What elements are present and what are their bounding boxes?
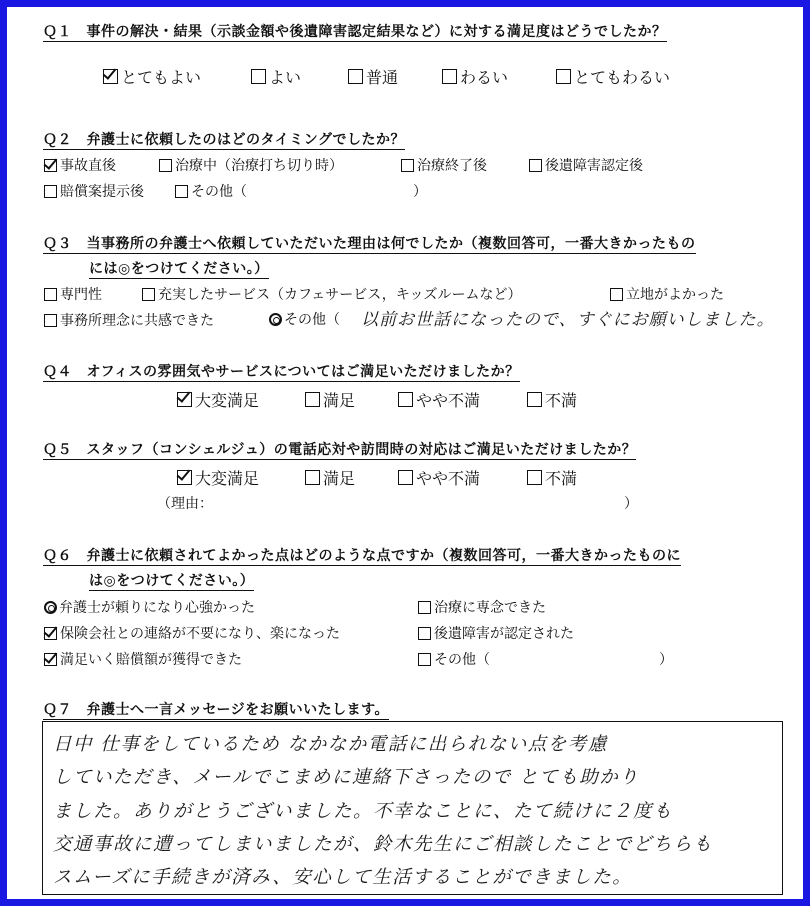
q4-option-unsatisfied[interactable]: 不満 xyxy=(527,388,577,411)
q1-option-bad[interactable]: わるい xyxy=(442,65,508,88)
q2-option-after-certification[interactable]: 後遺障害認定後 xyxy=(529,155,643,175)
q6-option-certified[interactable]: 後遺障害が認定された xyxy=(418,623,574,643)
checkbox-icon[interactable] xyxy=(44,314,57,327)
q3-option-other[interactable]: その他（ xyxy=(269,309,340,329)
q6-option-other[interactable]: その他（ xyxy=(418,649,490,669)
checkbox-checked-icon[interactable] xyxy=(44,159,57,172)
q2-question: Ｑ２ 弁護士に依頼したのはどのタイミングでしたか？ xyxy=(43,132,405,148)
q5-question: Ｑ５ スタッフ（コンシェルジュ）の電話応対や訪問時の対応はご満足いただけましたか？ xyxy=(43,442,637,458)
checkbox-icon[interactable] xyxy=(442,69,457,84)
q6-question-line2: は◎をつけてください。） xyxy=(89,573,255,589)
checkbox-icon[interactable] xyxy=(251,69,266,84)
q4-option-somewhat-unsatisfied[interactable]: やや不満 xyxy=(398,388,480,411)
q6-option-reliable[interactable]: 弁護士が頼りになり心強かった xyxy=(44,597,255,617)
q5-option-satisfied[interactable]: 満足 xyxy=(305,466,355,489)
checkbox-icon[interactable] xyxy=(44,185,57,198)
checkbox-icon[interactable] xyxy=(418,601,431,614)
message-line: していただき、メールでこまめに連絡下さったので とても助かり xyxy=(53,767,640,788)
checkbox-checked-icon[interactable] xyxy=(44,627,57,640)
q5-option-very-satisfied[interactable]: 大変満足 xyxy=(177,466,259,489)
q2-option-other[interactable]: その他（ xyxy=(175,181,247,201)
q6-question-line1: Ｑ６ 弁護士に依頼されてよかった点はどのような点ですか（複数回答可，一番大きかったものに xyxy=(43,548,681,564)
double-circle-icon xyxy=(44,601,57,614)
q6-option-focus-treatment[interactable]: 治療に専念できた xyxy=(418,597,546,617)
q2-option-after-offer[interactable]: 賠償案提示後 xyxy=(44,181,144,201)
q3-question-line2: には◎をつけてください。） xyxy=(89,261,269,277)
checkbox-icon[interactable] xyxy=(305,392,320,407)
q3-option-location[interactable]: 立地がよかった xyxy=(610,284,724,304)
checkbox-icon[interactable] xyxy=(44,288,57,301)
q1-option-very-bad[interactable]: とてもわるい xyxy=(556,65,670,88)
checkbox-icon[interactable] xyxy=(159,159,172,172)
q2-other-close: ） xyxy=(413,184,427,200)
checkbox-icon[interactable] xyxy=(527,470,542,485)
q4-option-very-satisfied[interactable]: 大変満足 xyxy=(177,388,259,411)
message-line: スムーズに手続きが済み、安心して生活することができました。 xyxy=(53,867,633,888)
checkbox-checked-icon[interactable] xyxy=(177,392,192,407)
q1-option-good[interactable]: よい xyxy=(251,65,301,88)
checkbox-checked-icon[interactable] xyxy=(44,653,57,666)
q6-option-compensation[interactable]: 満足いく賠償額が獲得できた xyxy=(44,649,242,669)
checkbox-icon[interactable] xyxy=(527,392,542,407)
q1-option-normal[interactable]: 普通 xyxy=(348,65,398,88)
q6-other-close: ） xyxy=(659,652,673,668)
checkbox-icon[interactable] xyxy=(398,392,413,407)
q3-other-handwritten: 以前お世話になったので、すぐにお願いしました。 xyxy=(361,310,775,330)
message-line: ました。ありがとうございました。不幸なことに、たて続けに２度も xyxy=(53,801,674,822)
q1-option-very-good[interactable]: とてもよい xyxy=(103,65,201,88)
checkbox-icon[interactable] xyxy=(610,288,623,301)
q1-question: Ｑ１ 事件の解決・結果（示談金額や後遺障害認定結果など）に対する満足度はどうでしたか？ xyxy=(43,24,667,40)
q3-option-services[interactable]: 充実したサービス（カフェサービス，キッズルームなど） xyxy=(142,284,521,304)
q2-option-after-treatment[interactable]: 治療終了後 xyxy=(401,155,487,175)
q2-option-during-treatment[interactable]: 治療中（治療打ち切り時） xyxy=(159,155,343,175)
q5-reason-label: （理由： xyxy=(157,496,213,512)
message-line: 日中 仕事をしているため なかなか電話に出られない点を考慮 xyxy=(53,734,608,755)
message-line: 交通事故に遭ってしまいましたが、鈴木先生にご相談したことでどちらも xyxy=(53,834,714,855)
q3-option-expertise[interactable]: 専門性 xyxy=(44,284,102,304)
checkbox-icon[interactable] xyxy=(529,159,542,172)
checkbox-icon[interactable] xyxy=(305,470,320,485)
q3-question-line1: Ｑ３ 当事務所の弁護士へ依頼していただいた理由は何でしたか（複数回答可，一番大きかったもの xyxy=(43,236,696,252)
q5-reason-close: ） xyxy=(624,496,638,512)
checkbox-icon[interactable] xyxy=(398,470,413,485)
checkbox-icon[interactable] xyxy=(418,653,431,666)
q7-question: Ｑ７ 弁護士へ一言メッセージをお願いいたします。 xyxy=(43,702,390,718)
double-circle-icon xyxy=(269,313,282,326)
q6-option-no-insurer-contact[interactable]: 保険会社との連絡が不要になり、楽になった xyxy=(44,623,340,643)
q2-option-right-after[interactable]: 事故直後 xyxy=(44,155,116,175)
checkbox-icon[interactable] xyxy=(556,69,571,84)
checkbox-icon[interactable] xyxy=(401,159,414,172)
checkbox-icon[interactable] xyxy=(348,69,363,84)
checkbox-checked-icon[interactable] xyxy=(103,69,118,84)
checkbox-icon[interactable] xyxy=(142,288,155,301)
checkbox-icon[interactable] xyxy=(418,627,431,640)
q4-option-satisfied[interactable]: 満足 xyxy=(305,388,355,411)
q4-question: Ｑ４ オフィスの雰囲気やサービスについてはご満足いただけましたか？ xyxy=(43,364,520,380)
q5-option-somewhat-unsatisfied[interactable]: やや不満 xyxy=(398,466,480,489)
q5-option-unsatisfied[interactable]: 不満 xyxy=(527,466,577,489)
message-box[interactable] xyxy=(42,721,783,895)
q3-option-philosophy[interactable]: 事務所理念に共感できた xyxy=(44,310,214,330)
checkbox-icon[interactable] xyxy=(175,185,188,198)
checkbox-checked-icon[interactable] xyxy=(177,470,192,485)
